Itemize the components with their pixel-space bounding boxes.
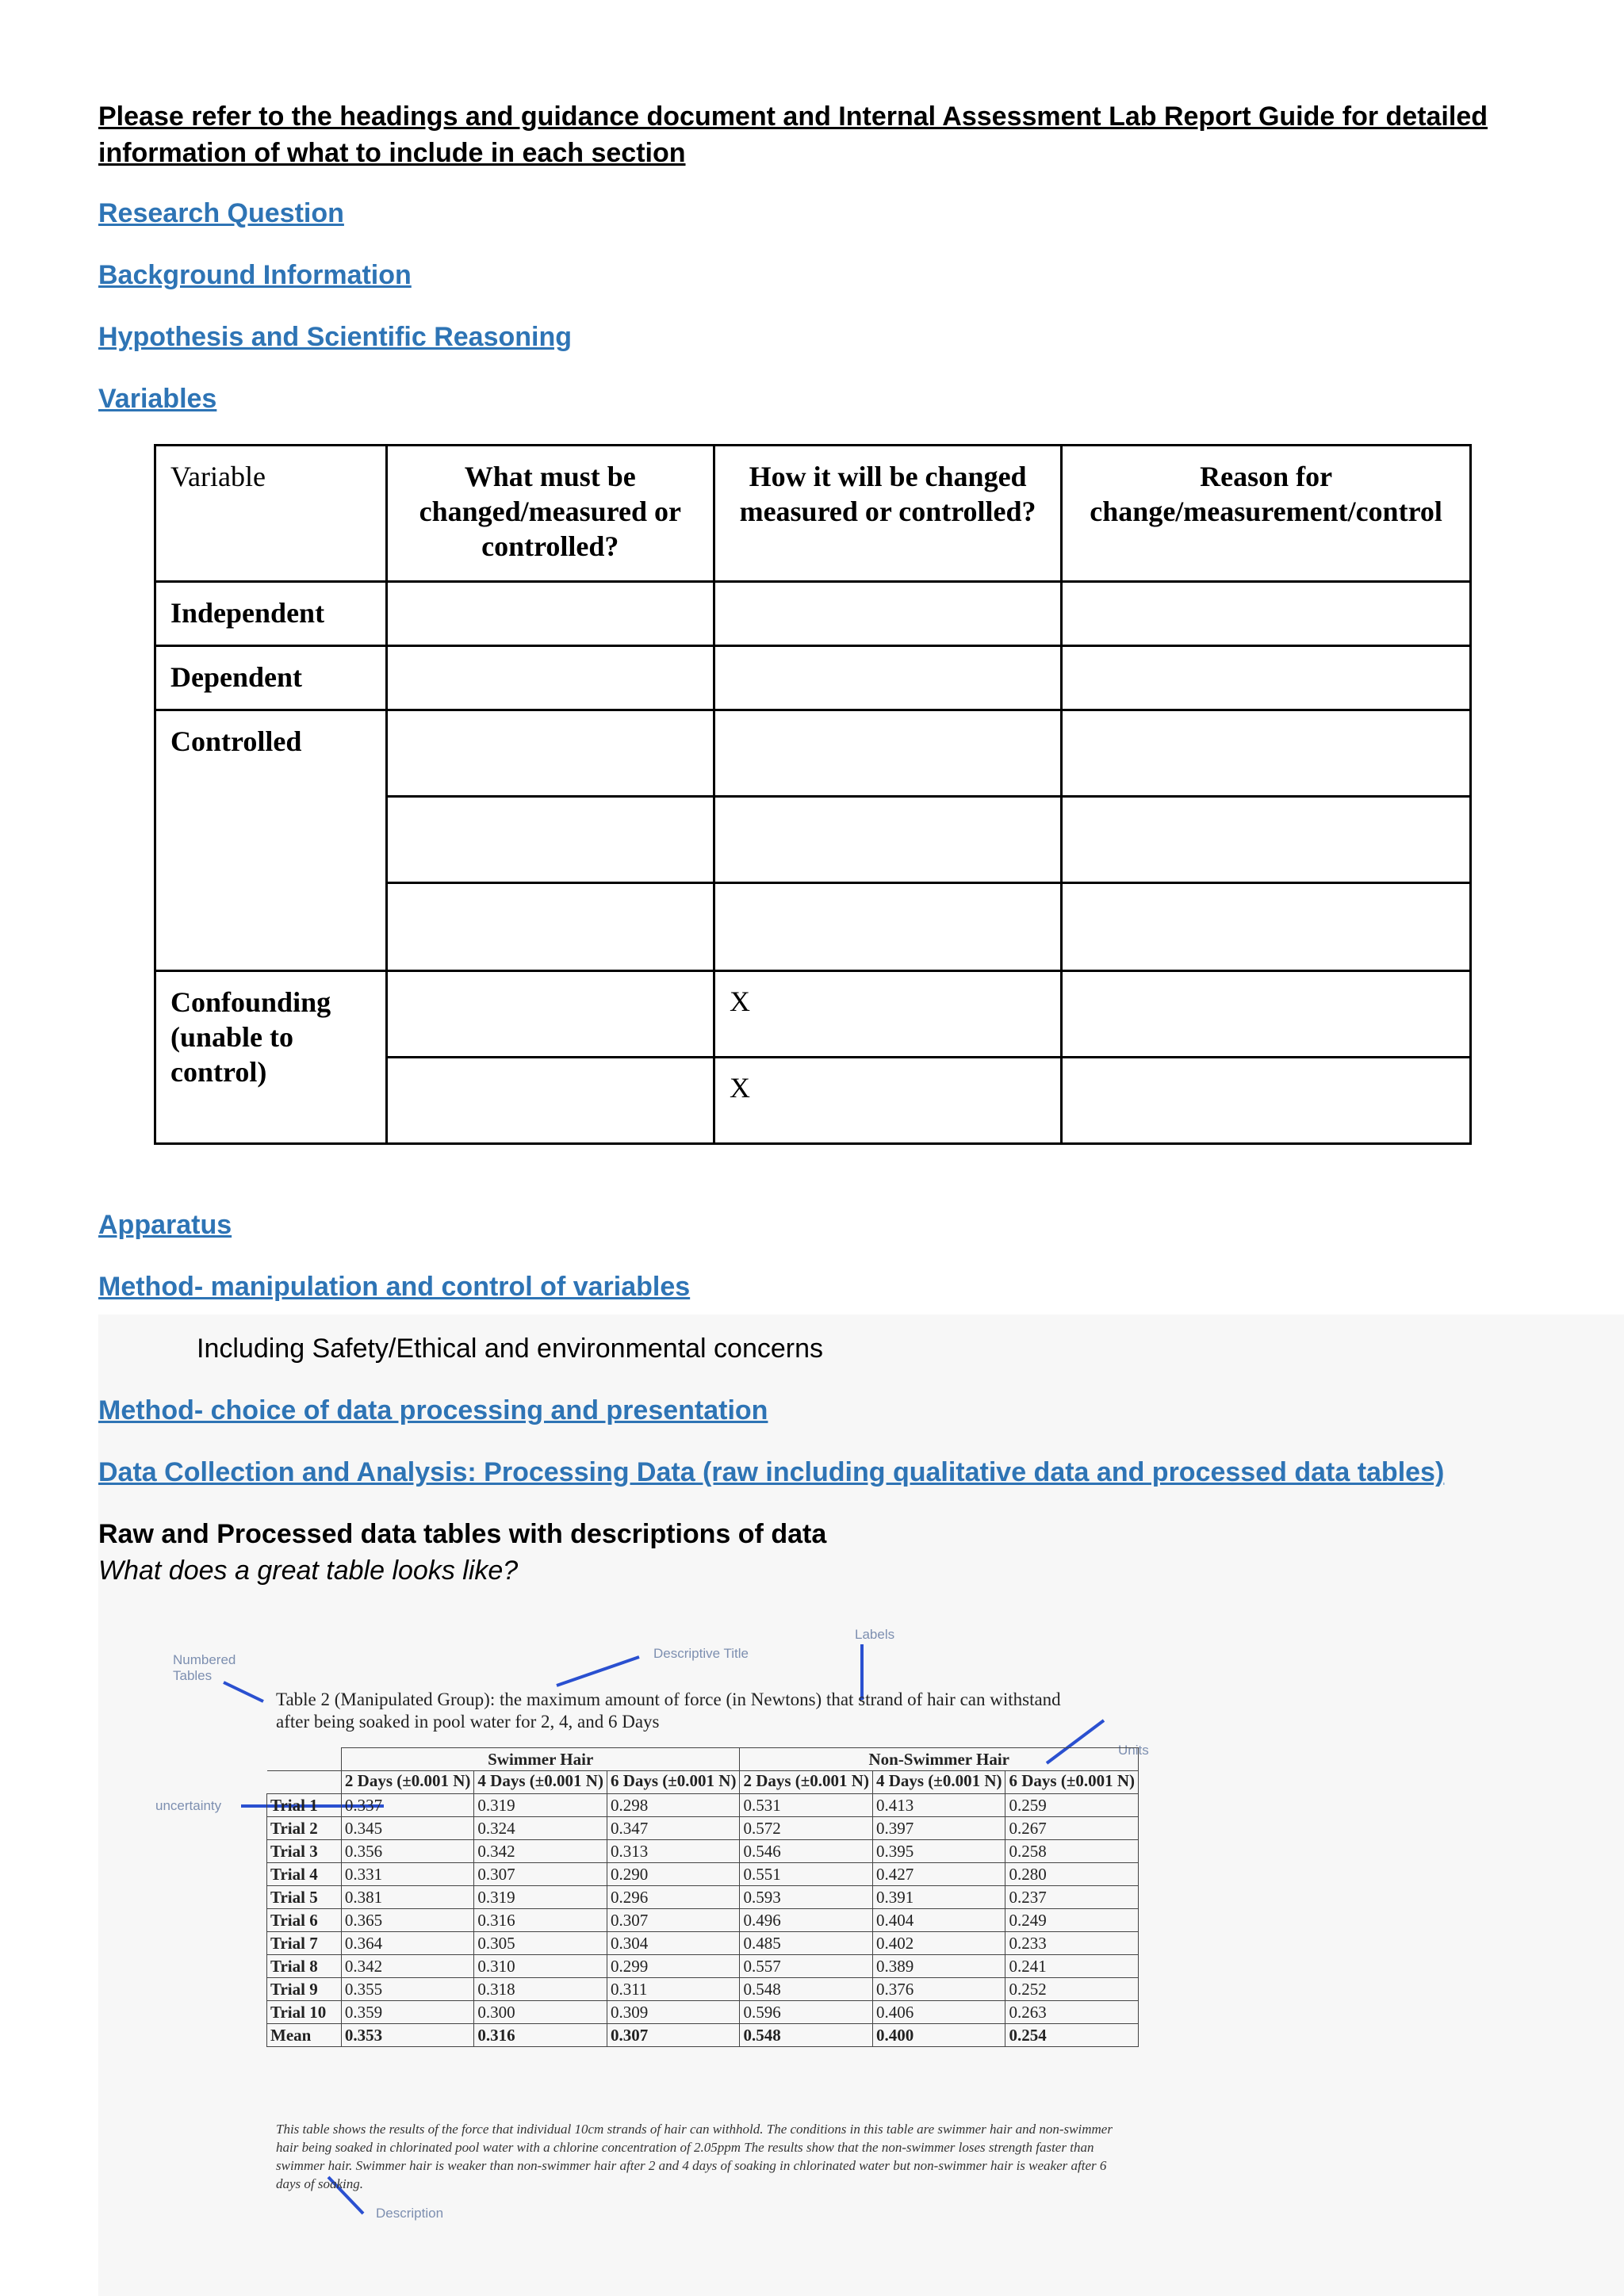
data-cell: 0.258 (1005, 1839, 1139, 1862)
data-cell: 0.406 (872, 2000, 1005, 2023)
data-cell: 0.252 (1005, 1977, 1139, 2000)
data-cell: 0.342 (341, 1954, 474, 1977)
heading-apparatus[interactable]: Apparatus (98, 1210, 232, 1240)
col-header: 6 Days (±0.001 N) (607, 1770, 740, 1793)
row-label: Trial 2 (267, 1816, 342, 1839)
cell-confounding-reason-1[interactable] (1062, 971, 1471, 1058)
data-cell: 0.548 (740, 1977, 873, 2000)
cell-controlled-reason-3[interactable] (1062, 883, 1471, 971)
data-cell: 0.347 (607, 1816, 740, 1839)
data-cell: 0.319 (474, 1885, 607, 1908)
data-cell: 0.404 (872, 1908, 1005, 1931)
data-cell: 0.355 (341, 1977, 474, 2000)
data-cell: 0.364 (341, 1931, 474, 1954)
heading-background-information[interactable]: Background Information (98, 260, 412, 290)
data-cell: 0.263 (1005, 2000, 1139, 2023)
heading-variables[interactable]: Variables (98, 384, 217, 414)
data-cell: 0.359 (341, 2000, 474, 2023)
heading-method-data-processing[interactable]: Method- choice of data processing and presentation (98, 1395, 768, 1425)
data-cell: 0.546 (740, 1839, 873, 1862)
data-cell: 0.233 (1005, 1931, 1139, 1954)
cell-confounding-what-1[interactable] (386, 971, 714, 1058)
table-row (267, 1954, 1139, 1977)
data-cell: 0.311 (607, 1977, 740, 2000)
table-row (267, 2023, 1139, 2046)
header-what-changed: What must be changed/measured or controlled? (386, 446, 714, 582)
row-label: Trial 6 (267, 1908, 342, 1931)
data-cell: 0.307 (474, 1862, 607, 1885)
table-row (267, 1793, 1139, 1816)
safety-note: Including Safety/Ethical and environmental concerns (197, 1334, 824, 1364)
annotation-units: Units (1118, 1743, 1149, 1758)
data-cell: 0.319 (474, 1793, 607, 1816)
data-cell: 0.280 (1005, 1862, 1139, 1885)
data-cell: 0.259 (1005, 1793, 1139, 1816)
header-how-changed: How it will be changed measured or controlled? (714, 446, 1061, 582)
annotation-numbered-tables: Numbered Tables (173, 1652, 236, 1683)
data-cell: 0.299 (607, 1954, 740, 1977)
data-cell: 0.381 (341, 1885, 474, 1908)
data-cell: 0.309 (607, 2000, 740, 2023)
raw-processed-title: Raw and Processed data tables with descriptions of data (98, 1519, 827, 1549)
cell-controlled-what-3[interactable] (386, 883, 714, 971)
data-cell: 0.254 (1005, 2023, 1139, 2046)
data-cell: 0.241 (1005, 1954, 1139, 1977)
cell-controlled-what-2[interactable] (386, 797, 714, 883)
table-row (267, 1839, 1139, 1862)
row-label-independent: Independent (155, 582, 387, 646)
table-row (267, 1977, 1139, 2000)
data-cell: 0.337 (341, 1793, 474, 1816)
data-cell: 0.237 (1005, 1885, 1139, 1908)
data-cell: 0.304 (607, 1931, 740, 1954)
arrow-descriptive-title (557, 1657, 639, 1686)
data-cell: 0.397 (872, 1816, 1005, 1839)
data-cell: 0.267 (1005, 1816, 1139, 1839)
cell-controlled-how-2[interactable] (714, 797, 1061, 883)
row-label: Trial 7 (267, 1931, 342, 1954)
data-cell: 0.305 (474, 1931, 607, 1954)
row-label-dependent: Dependent (155, 646, 387, 710)
data-cell: 0.342 (474, 1839, 607, 1862)
annotation-uncertainty: uncertainty (155, 1798, 222, 1813)
data-cell: 0.389 (872, 1954, 1005, 1977)
data-cell: 0.395 (872, 1839, 1005, 1862)
example-table-title: Table 2 (Manipulated Group): the maximum amount of force (in Newtons) that strand of hair can withstand after being soaked in pool water for 2, 4, and 6 Days (276, 1689, 1061, 1732)
cell-independent-how[interactable] (714, 582, 1061, 646)
group-header-non-swimmer: Non-Swimmer Hair (740, 1748, 1139, 1771)
table-row (267, 1816, 1139, 1839)
arrow-numbered-tables (224, 1682, 263, 1701)
cell-controlled-reason-2[interactable] (1062, 797, 1471, 883)
heading-hypothesis[interactable]: Hypothesis and Scientific Reasoning (98, 322, 573, 352)
data-cell: 0.310 (474, 1954, 607, 1977)
example-data-table (266, 1747, 1139, 2047)
variables-table (154, 444, 1472, 1145)
col-header: 4 Days (±0.001 N) (872, 1770, 1005, 1793)
row-label: Mean (267, 2023, 342, 2046)
data-cell: 0.298 (607, 1793, 740, 1816)
table-row (267, 1931, 1139, 1954)
data-cell: 0.324 (474, 1816, 607, 1839)
data-cell: 0.551 (740, 1862, 873, 1885)
data-cell: 0.356 (341, 1839, 474, 1862)
cell-dependent-how[interactable] (714, 646, 1061, 710)
great-table-question: What does a great table looks like? (98, 1556, 519, 1586)
row-label: Trial 8 (267, 1954, 342, 1977)
col-header: 4 Days (±0.001 N) (474, 1770, 607, 1793)
annotation-descriptive-title: Descriptive Title (653, 1646, 749, 1661)
row-label: Trial 5 (267, 1885, 342, 1908)
row-label: Trial 10 (267, 2000, 342, 2023)
cell-controlled-how-3[interactable] (714, 883, 1061, 971)
data-cell: 0.593 (740, 1885, 873, 1908)
col-header: 2 Days (±0.001 N) (341, 1770, 474, 1793)
data-cell: 0.307 (607, 2023, 740, 2046)
table-row (267, 1908, 1139, 1931)
data-cell: 0.413 (872, 1793, 1005, 1816)
row-header-spacer (267, 1770, 342, 1793)
data-cell: 0.596 (740, 2000, 873, 2023)
header-variable: Variable (155, 446, 387, 582)
cell-independent-what[interactable] (386, 582, 714, 646)
data-cell: 0.300 (474, 2000, 607, 2023)
data-cell: 0.296 (607, 1885, 740, 1908)
heading-data-collection[interactable]: Data Collection and Analysis: Processing Data (raw including qualitative data and processed data tables) (98, 1457, 1445, 1487)
col-header: 6 Days (±0.001 N) (1005, 1770, 1139, 1793)
annotation-labels: Labels (855, 1627, 895, 1642)
data-cell: 0.391 (872, 1885, 1005, 1908)
data-cell: 0.557 (740, 1954, 873, 1977)
data-cell: 0.345 (341, 1816, 474, 1839)
intro-instructions: Please refer to the headings and guidance document and Internal Assessment Lab Report Guide for detailed information of what to include in each section (98, 101, 1488, 168)
cell-dependent-reason[interactable] (1062, 646, 1471, 710)
data-cell: 0.316 (474, 1908, 607, 1931)
data-cell: 0.400 (872, 2023, 1005, 2046)
row-label: Trial 9 (267, 1977, 342, 2000)
data-cell: 0.548 (740, 2023, 873, 2046)
data-cell: 0.496 (740, 1908, 873, 1931)
cell-controlled-what-1[interactable] (386, 710, 714, 797)
cell-controlled-how-1[interactable] (714, 710, 1061, 797)
example-table-figure (155, 1617, 1149, 2252)
data-cell: 0.427 (872, 1862, 1005, 1885)
cell-dependent-what[interactable] (386, 646, 714, 710)
cell-confounding-reason-2[interactable] (1062, 1058, 1471, 1144)
table-row (267, 2000, 1139, 2023)
row-label-controlled: Controlled (155, 710, 387, 971)
row-label: Trial 3 (267, 1839, 342, 1862)
data-cell: 0.376 (872, 1977, 1005, 2000)
col-header: 2 Days (±0.001 N) (740, 1770, 873, 1793)
data-cell: 0.316 (474, 2023, 607, 2046)
group-header-swimmer: Swimmer Hair (341, 1748, 740, 1771)
data-cell: 0.572 (740, 1816, 873, 1839)
table-row (267, 1885, 1139, 1908)
data-cell: 0.402 (872, 1931, 1005, 1954)
row-label: Trial 1 (267, 1793, 342, 1816)
data-cell: 0.531 (740, 1793, 873, 1816)
data-cell: 0.290 (607, 1862, 740, 1885)
heading-research-question[interactable]: Research Question (98, 198, 344, 228)
cell-controlled-reason-1[interactable] (1062, 710, 1471, 797)
cell-confounding-what-2[interactable] (386, 1058, 714, 1144)
example-table-description: This table shows the results of the force that individual 10cm strands of hair can withhold. The conditions in this table are swimmer hair and non-swimmer hair being soaked in chlorinated pool water with a chlorine concentration of 2.05ppm The results show that the non-swimmer loses strength faster than swimmer hair. Swimmer hair is weaker than non-swimmer hair after 2 and 4 days of soaking in chlorinated water but non-swimmer hair is weaker after 6 days of soaking. (276, 2122, 1113, 2191)
cell-confounding-how-2: X (714, 1058, 1061, 1144)
data-cell: 0.485 (740, 1931, 873, 1954)
data-cell: 0.249 (1005, 1908, 1139, 1931)
cell-independent-reason[interactable] (1062, 582, 1471, 646)
corner-cell (267, 1748, 342, 1771)
data-cell: 0.307 (607, 1908, 740, 1931)
cell-confounding-how-1: X (714, 971, 1061, 1058)
annotation-description: Description (376, 2206, 444, 2221)
data-cell: 0.318 (474, 1977, 607, 2000)
data-cell: 0.331 (341, 1862, 474, 1885)
data-cell: 0.313 (607, 1839, 740, 1862)
heading-method-manipulation[interactable]: Method- manipulation and control of variables (98, 1272, 691, 1302)
data-cell: 0.365 (341, 1908, 474, 1931)
row-label: Trial 4 (267, 1862, 342, 1885)
header-reason: Reason for change/measurement/control (1062, 446, 1471, 582)
data-cell: 0.353 (341, 2023, 474, 2046)
row-label-confounding: Confounding (unable to control) (155, 971, 387, 1144)
table-row (267, 1862, 1139, 1885)
